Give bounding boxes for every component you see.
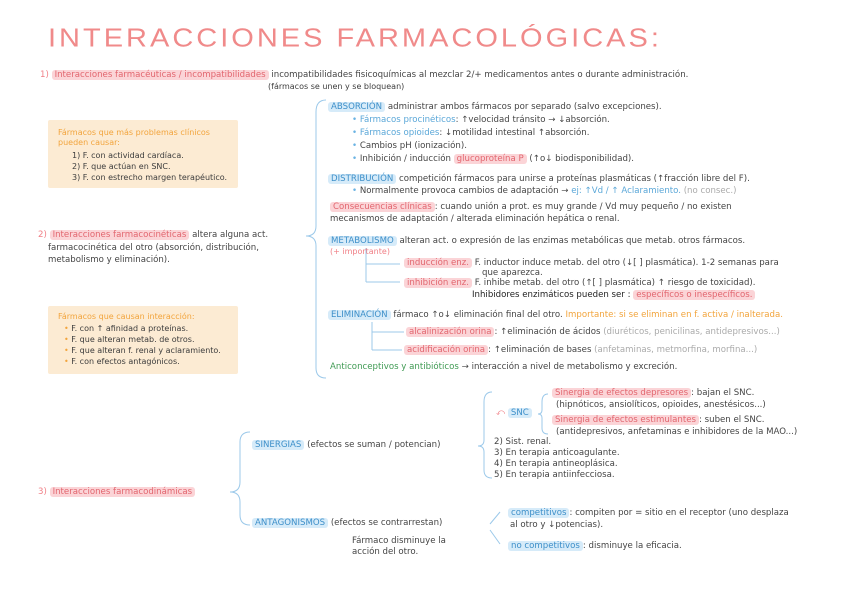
section-1-label: Interacciones farmacéuticas / incompatibilidades: [52, 70, 269, 80]
sinergias-heading: SINERGIAS: [252, 440, 304, 450]
absorcion-item: • Inhibición / inducción glucoproteína P (↑o↓ biodisponibilidad).: [352, 154, 635, 164]
eliminacion-heading: ELIMINACIÓN: [328, 310, 391, 320]
box1-item: 2) F. que actúan en SNC.: [72, 162, 171, 171]
box1-item: 1) F. con actividad cardíaca.: [72, 151, 184, 160]
section-2-line: metabolismo y eliminación).: [48, 255, 170, 265]
non-competitive: no competitivos : disminuye la eficacia.: [508, 541, 682, 552]
metabolismo-text: alteran act. o expresión de las enzimas metabólicas que metab. otros fármacos.: [399, 236, 746, 246]
absorcion-text: administrar ambos fármacos por separado (salvo excepciones).: [387, 102, 662, 112]
antagonismos-heading: ANTAGONISMOS: [252, 518, 328, 528]
antagonismos-sub-2: acción del otro.: [352, 547, 419, 557]
distribucion-consequences: Consecuencias clínicas : cuando unión a prot. es muy grande / Vd muy pequeño / no existen: [330, 202, 732, 213]
stimulant-synergy: Sinergia de efectos estimulantes : suben el SNC.: [552, 415, 765, 426]
box2-title: Fármacos que causan interacción:: [58, 312, 195, 321]
absorcion-line: [328, 102, 662, 113]
snc-label: ⤺ SNC: [496, 408, 532, 419]
distribucion-consequences-2: mecanismos de adaptación / alterada eliminación hepática o renal.: [330, 214, 620, 224]
enzyme-inhibition: inhibición enz. F. inhibe metab. del otro (↑[ ] plasmática) ↑ riesgo de toxicidad).: [404, 278, 756, 289]
competitive: competitivos : compiten por = sitio en el receptor (uno desplaza: [508, 508, 789, 519]
enzyme-induction: inducción enz. F. inductor induce metab. del otro (↓[ ] plasmática). 1-2 semanas para: [404, 258, 779, 269]
distribucion-heading: DISTRIBUCIÓN: [328, 174, 396, 184]
box2-item: • F. con ↑ afinidad a proteínas.: [64, 324, 189, 333]
absorcion-heading: ABSORCIÓN: [328, 102, 385, 112]
box1-title-2: pueden causar:: [58, 138, 120, 147]
sinergia-item: 4) En terapia antineoplásica.: [494, 459, 618, 469]
sinergia-item: 3) En terapia anticoagulante.: [494, 448, 620, 458]
competitive-2: al otro y ↓potencias).: [510, 520, 604, 530]
metabolismo-line: [328, 236, 745, 247]
section-1-number: 1): [40, 70, 49, 80]
absorcion-item: • Cambios pH (ionización).: [352, 141, 467, 151]
sinergia-item: 2) Sist. renal.: [494, 437, 552, 447]
antagonismos-sub-1: Fármaco disminuye la: [352, 536, 446, 546]
section-3-label: Interacciones farmacodinámicas: [50, 487, 196, 497]
section-3-number: 3): [38, 487, 47, 497]
section-2-label: Interacciones farmacocinéticas: [50, 230, 190, 240]
section-2-line: farmacocinética del otro (absorción, distribución,: [48, 243, 259, 253]
box1-item: 3) F. con estrecho margen terapéutico.: [72, 173, 228, 182]
sinergias-line: [252, 440, 440, 451]
section-3: [38, 487, 195, 498]
contraceptives: Anticonceptivos y antibióticos → interacción a nivel de metabolismo y excreción.: [330, 362, 678, 372]
acidification: acidificación orina : ↑eliminación de bases (anfetaminas, metmorfina, morfina...): [404, 345, 757, 356]
box2-item: • F. con efectos antagónicos.: [64, 357, 180, 366]
section-2-number: 2): [38, 230, 47, 240]
antagonismos-line: [252, 518, 442, 529]
sinergias-text: (efectos se suman / potencian): [307, 440, 441, 450]
box2-item: • F. que alteran f. renal y aclaramiento.: [64, 346, 221, 355]
distribucion-line: [328, 174, 750, 185]
section-1-text: incompatibilidades fisicoquímicas al mezclar 2/+ medicamentos antes o durante administración.: [271, 70, 689, 80]
metabolismo-heading: METABOLISMO: [328, 236, 397, 246]
enzyme-inhibitors: Inhibidores enzimáticos pueden ser : específicos o inespecíficos.: [472, 290, 755, 301]
antagonismos-text: (efectos se contrarrestan): [330, 518, 443, 528]
enzyme-induction-2: que aparezca.: [482, 268, 543, 278]
alkalinization: alcalinización orina : ↑eliminación de ácidos (diuréticos, penicilinas, antidepresivos...): [406, 327, 780, 338]
section-2: [38, 230, 268, 241]
box2-item: • F. que alteran metab. de otros.: [64, 335, 195, 344]
depressant-examples: (hipnóticos, ansiolíticos, opioides, anestésicos...): [556, 400, 766, 410]
sinergia-item: 5) En terapia antiinfecciosa.: [494, 470, 615, 480]
section-2-text: altera alguna act.: [192, 230, 269, 240]
distribucion-adaptation: • Normalmente provoca cambios de adaptación → ej: ↑Vd / ↑ Aclaramiento. (no consec.): [352, 186, 737, 196]
section-1-sub: (fármacos se unen y se bloquean): [268, 82, 405, 91]
metabolismo-note: (+ importante): [330, 247, 390, 256]
absorcion-item: • Fármacos opioides: ↓motilidad intestinal ↑absorción.: [352, 128, 590, 138]
depressant-synergy: Sinergia de efectos depresores : bajan el SNC.: [552, 388, 754, 399]
page-title: INTERACCIONES FARMACOLÓGICAS:: [48, 24, 662, 53]
absorcion-item: • Fármacos procinéticos: ↑velocidad tránsito → ↓absorción.: [352, 115, 610, 125]
eliminacion-line: [328, 310, 783, 321]
section-1: [40, 70, 688, 81]
distribucion-text: competición fármacos para unirse a proteínas plasmáticas (↑fracción libre del F).: [399, 174, 750, 184]
box1-title-1: Fármacos que más problemas clínicos: [58, 128, 210, 137]
stimulant-examples: (antidepresivos, anfetaminas e inhibidores de la MAO...): [556, 427, 798, 437]
eliminacion-important: Importante: si se eliminan en f. activa / inalterada.: [565, 310, 783, 320]
eliminacion-text: fármaco ↑o↓ eliminación final del otro.: [393, 310, 563, 320]
